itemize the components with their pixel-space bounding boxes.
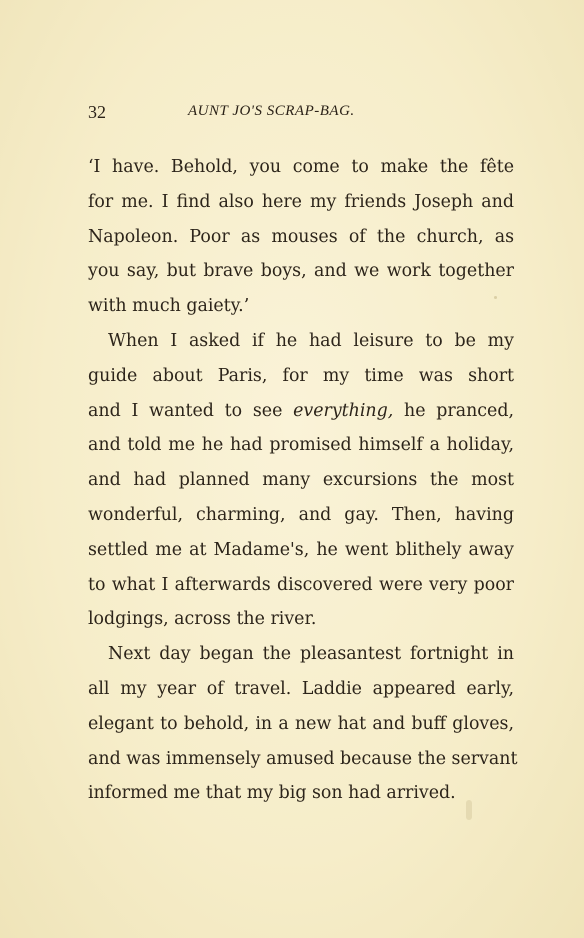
text-line: lodgings, across the river.	[88, 609, 317, 630]
paragraph-2	[88, 324, 514, 637]
text-line: When I asked if he had leisure to be my	[108, 330, 514, 351]
paper-speck	[466, 800, 472, 820]
paragraph-3	[88, 637, 518, 811]
paper-speck	[494, 296, 497, 299]
text-line: settled me at Madame's, he went blithely away	[88, 539, 514, 560]
text-line: informed me that my big son had arrived.	[88, 783, 456, 804]
text-line: and had planned many excursions the most	[88, 470, 514, 491]
text-line: you say, but brave boys, and we work together	[88, 261, 514, 282]
paragraph-1	[88, 150, 514, 324]
text-line: Next day began the pleasantest fortnight in	[108, 644, 514, 665]
body-text	[88, 150, 518, 811]
text-segment: and I wanted to see	[88, 400, 283, 421]
text-line-with-emphasis	[88, 394, 514, 429]
text-line: elegant to behold, in a new hat and buff gloves,	[88, 713, 514, 734]
text-segment: he pranced,	[404, 400, 514, 421]
text-line: guide about Paris, for my time was short	[88, 365, 514, 386]
text-line: for me. I find also here my friends Joseph and	[88, 191, 514, 212]
text-line: wonderful, charming, and gay. Then, having	[88, 504, 514, 525]
page-number: 32	[88, 102, 106, 122]
text-line: to what I afterwards discovered were very poor	[88, 574, 514, 595]
text-line: ‘I have. Behold, you come to make the fête	[88, 157, 514, 177]
book-title: AUNT JO'S SCRAP-BAG.	[188, 103, 355, 119]
paper-speck	[300, 478, 302, 480]
text-line: and told me he had promised himself a holiday,	[88, 435, 514, 456]
text-line: with much gaiety.’	[88, 296, 250, 317]
text-line: Napoleon. Poor as mouses of the church, as	[88, 226, 514, 247]
emphasized-word: everything,	[293, 400, 394, 421]
text-line: and was immensely amused because the servant	[88, 748, 518, 769]
text-line: all my year of travel. Laddie appeared early,	[88, 678, 514, 699]
running-head	[88, 100, 514, 128]
